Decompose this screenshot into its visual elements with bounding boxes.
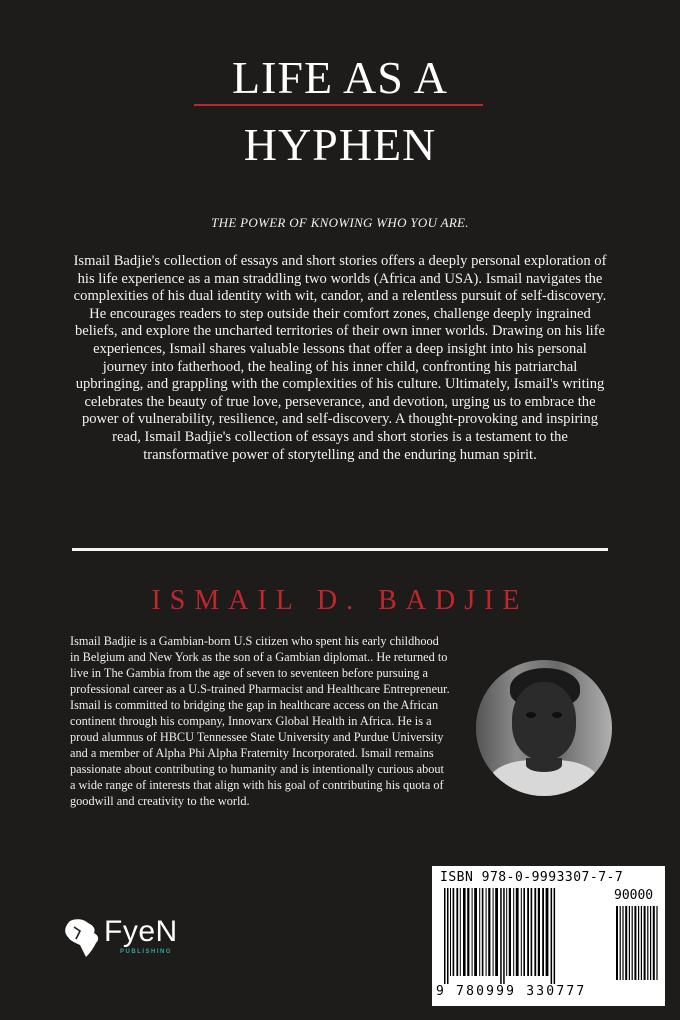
book-title-line1: LIFE AS A	[231, 52, 449, 103]
publisher-logo	[60, 915, 190, 963]
author-photo	[476, 660, 612, 796]
book-blurb: Ismail Badjie's collection of essays and short stories offers a deeply personal exploration of his life experience as a man straddling two worlds (Africa and USA). Ismail navigates the complexities of his dual identity with wit, candor, and a relentless pursuit of self-discovery. He encourages readers to step outside their comfort zones, challenge deeply ingrained beliefs, and explore the uncharted territories of their own inner worlds. Drawing on his life experiences, Ismail shares valuable lessons that offer a deep insight into his personal journey into fatherhood, the healing of his inner child, confronting his patriarchal upbringing, and grappling with the complexities of his culture. Ultimately, Ismail's writing celebrates the beauty of true love, perseverance, and devotion, urging us to embrace the power of vulnerability, resilience, and self-discovery. A thought-provoking and inspiring read, Ismail Badjie's collection of essays and short stories is a testament to the transformative power of storytelling and the enduring human spirit.	[73, 253, 607, 463]
ean-digits: 9 780999 330777	[436, 984, 587, 999]
tagline: THE POWER OF KNOWING WHO YOU ARE.	[211, 215, 469, 230]
africa-map-icon	[60, 917, 104, 959]
title-divider	[194, 104, 483, 106]
section-divider	[72, 548, 608, 551]
isbn-label: ISBN 978-0-9993307-7-7	[440, 870, 624, 885]
price-code: 90000	[614, 888, 654, 903]
publisher-name: FyeN	[104, 915, 178, 948]
barcode-bars-icon	[440, 888, 660, 984]
publisher-sub: PUBLISHING	[120, 949, 173, 955]
author-name: ISMAIL D. BADJIE	[151, 585, 529, 616]
author-bio: Ismail Badjie is a Gambian-born U.S citizen who spent his early childhood in Belgium and New York as the son of a Gambian diplomat.. He returned to live in The Gambia from the age of seven to seventeen before pursuing a professional career as a U.S-trained Pharmacist and Healthcare Entrepreneur. Ismail is committed to bridging the gap in healthcare access on the African continent through his company, Innovarx Global Health in Africa. He is a proud alumnus of HBCU Tennessee State University and Purdue University and a member of Alpha Phi Alpha Fraternity Incorporated. Ismail remains passionate about contributing to humanity and is intentionally curious about a wide range of interests that align with his goal of contributing his quota of goodwill and creativity to the world.	[70, 634, 450, 808]
isbn-barcode	[432, 866, 665, 1006]
book-title-line2: HYPHEN	[243, 119, 437, 170]
